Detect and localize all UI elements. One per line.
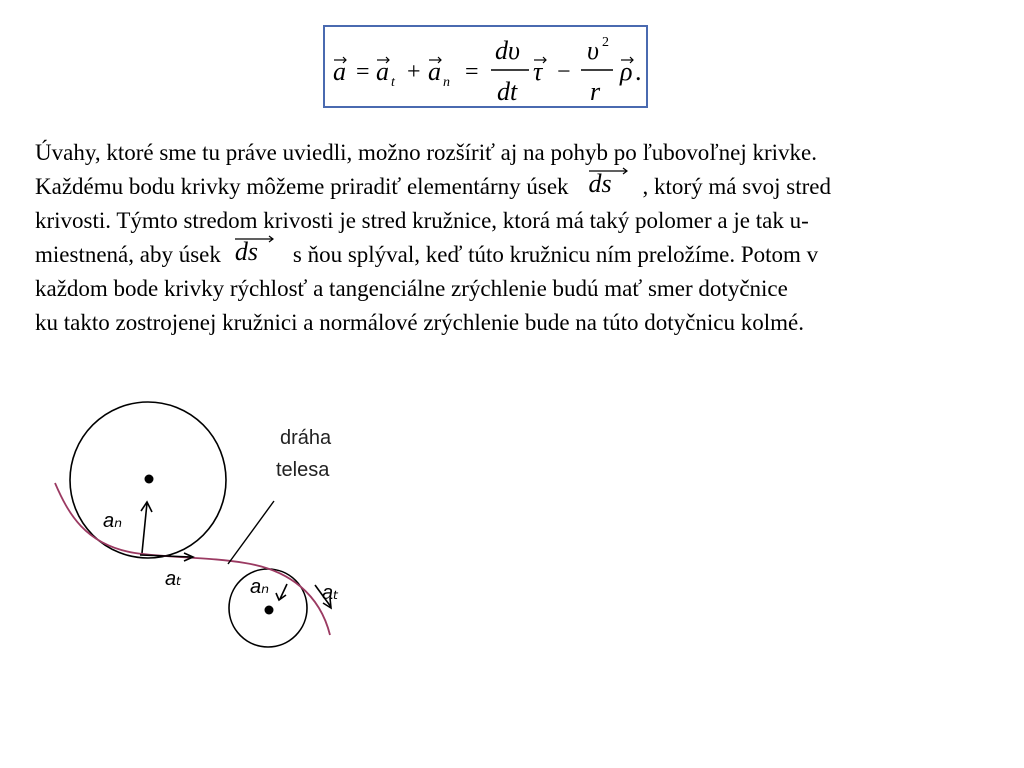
formula-plus: + — [407, 59, 421, 85]
formula-an — [428, 57, 450, 90]
label-pointer-line — [228, 501, 274, 564]
formula-v: υ — [587, 36, 599, 65]
formula-square: 2 — [602, 35, 609, 50]
formula-r: r — [590, 77, 601, 106]
svg-text:n: n — [443, 75, 450, 90]
formula-dt: dt — [497, 77, 518, 106]
formula-eq1: = — [356, 59, 370, 85]
paragraph-line-4-end: s ňou splýval, keď túto kružnicu ním preložíme. Potom v — [292, 242, 819, 267]
paragraph-line-5: každom bode krivky rýchlosť a tangenciálne zrýchlenie budú mať smer dotyčnice — [35, 276, 788, 301]
trajectory-curve — [55, 483, 330, 635]
formula-dv: dυ — [495, 36, 520, 65]
ds-symbol-text: ds — [588, 169, 612, 198]
svg-text:a: a — [428, 57, 441, 86]
small-circle-center — [265, 606, 274, 615]
paragraph-line-2-end: , ktorý má svoj stred — [642, 174, 831, 199]
formula-rho — [619, 57, 642, 86]
an-small-label: aₙ — [250, 576, 270, 598]
formula-eq2: = — [465, 59, 479, 85]
paragraph-line-2 — [35, 170, 1020, 204]
svg-text:a: a — [376, 57, 389, 86]
formula-a — [333, 57, 346, 86]
at-left-label: aₜ — [165, 568, 183, 590]
paragraph-line-6: ku takto zostrojenej kružnici a normálové zrýchlenie bude na túto dotyčnicu kolmé. — [35, 310, 804, 335]
svg-text:t: t — [391, 75, 395, 90]
formula-svg — [325, 27, 650, 110]
ds-symbol-1 — [585, 171, 635, 197]
svg-text:τ: τ — [533, 57, 543, 86]
formula-at — [376, 57, 396, 90]
large-circle-center — [145, 475, 154, 484]
formula-minus: − — [557, 59, 571, 85]
curvature-figure — [40, 395, 380, 675]
an-large-label: aₙ — [103, 510, 123, 532]
an-large-arrow — [142, 503, 147, 553]
paragraph-line-1: Úvahy, ktoré sme tu práve uviedli, možno rozšíriť aj na pohyb po ľubovoľnej krivke. — [35, 140, 818, 165]
svg-text:ρ: ρ — [620, 57, 633, 86]
formula-box — [323, 25, 648, 108]
body-paragraph — [35, 136, 1020, 340]
paragraph-line-2-start: Každému bodu krivky môžeme priradiť elementárny úsek — [35, 174, 569, 199]
path-label-line2: telesa — [276, 459, 330, 481]
at-right-label: aₜ — [322, 582, 340, 604]
paragraph-line-3: krivosti. Týmto stredom krivosti je stred kružnice, ktorá má taký polomer a je tak u- — [35, 208, 809, 233]
paragraph-line-4 — [35, 238, 1020, 272]
ds-symbol-text: ds — [234, 237, 258, 266]
svg-text:a: a — [333, 57, 346, 86]
at-left-arrow — [140, 555, 192, 557]
paragraph-line-4-start: miestnená, aby úsek — [35, 242, 221, 267]
svg-text:.: . — [635, 57, 642, 86]
path-label-line1: dráha — [280, 427, 332, 449]
formula-tau — [533, 57, 546, 86]
ds-symbol-2 — [231, 239, 281, 265]
